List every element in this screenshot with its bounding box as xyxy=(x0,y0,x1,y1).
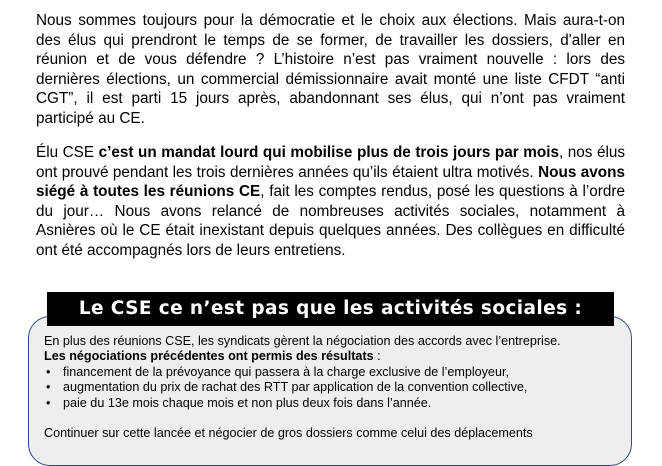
box-results-line xyxy=(44,349,612,364)
box-continuation: Continuer sur cette lancée et négocier de gros dossiers comme celui des déplacements xyxy=(44,426,533,441)
list-item xyxy=(44,380,612,395)
section-banner: Le CSE ce n’est pas que les activités sociales : xyxy=(47,292,614,326)
bullet-icon: • xyxy=(46,380,51,395)
box-intro: En plus des réunions CSE, les syndicats gèrent la négociation des accords avec l’entreprise. xyxy=(44,334,561,348)
box-results-suffix: : xyxy=(373,349,381,364)
list-item xyxy=(44,396,612,411)
results-list xyxy=(44,365,612,411)
mandate-text-2: , nos élus ont prouvé pendant les trois dernières années qu’ils étaient ultra motivés. xyxy=(36,144,625,181)
list-item xyxy=(44,365,612,380)
mandate-bold-2: Nous avons siégé à toutes les réunions CE xyxy=(36,163,625,201)
mandate-bold-1: c’est un mandat lourd qui mobilise plus de trois jours par mois xyxy=(98,144,559,161)
list-item-text: financement de la prévoyance qui passera à la charge exclusive de l’employeur, xyxy=(63,364,509,379)
mandate-paragraph xyxy=(36,143,625,261)
mandate-text-1: Élu CSE xyxy=(36,144,99,161)
list-item-text: paie du 13e mois chaque mois et non plus deux fois dans l’année. xyxy=(63,395,432,410)
mandate-text-3: , fait les comptes rendus, posé les questions à l’ordre du jour… Nous avons relancé de nombreuses activités sociales, notamment à Asnières où le CE était inexistant depuis quelques années. Des collègues en difficulté ont été accompagnés lors de leurs entretiens. xyxy=(36,183,625,259)
box-results-bold: Les négociations précédentes ont permis des résultats xyxy=(44,349,374,364)
bullet-icon: • xyxy=(46,395,51,410)
list-item-text: augmentation du prix de rachat des RTT par application de la convention collective, xyxy=(63,380,528,395)
bullet-icon: • xyxy=(46,364,51,379)
info-box-content xyxy=(44,334,612,442)
spacer xyxy=(44,411,612,426)
intro-paragraph: Nous sommes toujours pour la démocratie et le choix aux élections. Mais aura-t-on des élus qui prendront le temps de se former, de travailler les dossiers, d'aller en réunion et de vous défendre ? L’histoire n’est pas vraiment nouvelle : lors des dernières élections, un commercial démissionnaire avait monté une liste CFDT “anti CGT”, il est parti 15 jours après, abandonnant ses élus, qui n’ont pas vraiment participé au CE. xyxy=(36,12,625,127)
